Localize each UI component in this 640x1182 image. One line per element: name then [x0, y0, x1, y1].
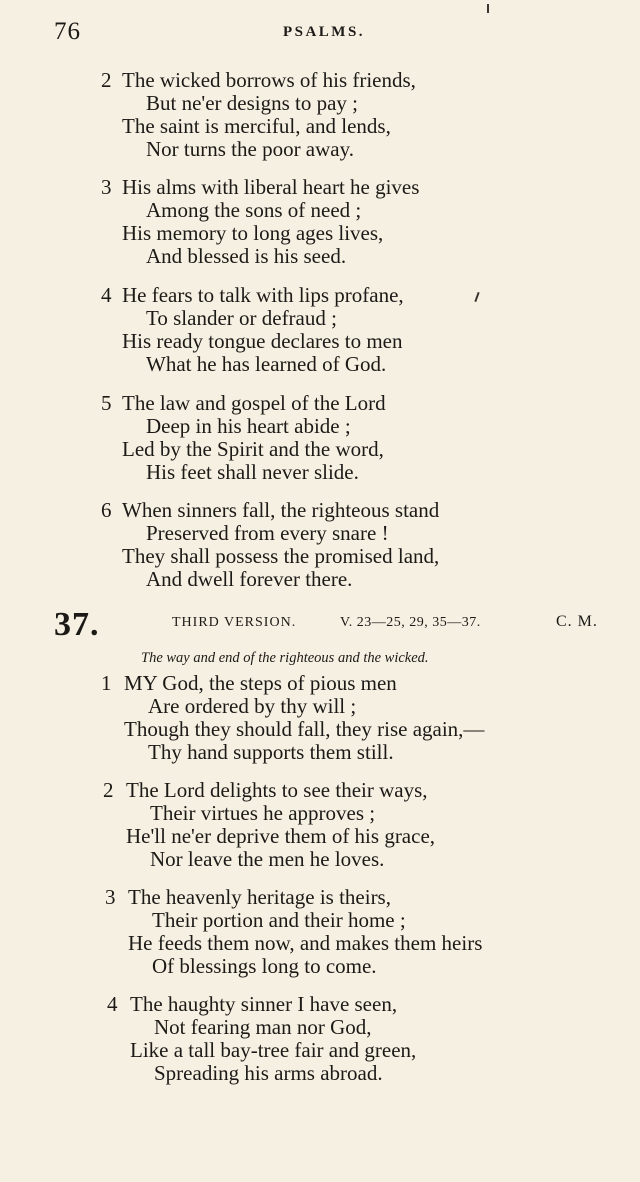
- stanza-number: 2: [103, 778, 114, 802]
- stanza-number: 5: [101, 391, 112, 415]
- verse-line: The haughty sinner I have seen,: [130, 992, 398, 1016]
- verse-line: Nor turns the poor away.: [146, 137, 355, 161]
- stanza-number: 2: [101, 68, 112, 92]
- verse-line: His memory to long ages lives,: [122, 221, 384, 245]
- verse-line: Deep in his heart abide ;: [146, 414, 351, 438]
- page-number: 76: [54, 18, 81, 45]
- verse-line: Thy hand supports them still.: [148, 740, 394, 764]
- verse-line: Their virtues he approves ;: [150, 801, 376, 825]
- verse-line: He fears to talk with lips profane,: [122, 283, 404, 307]
- verse-line: Preserved from every snare !: [146, 521, 389, 545]
- verse-line: Led by the Spirit and the word,: [122, 437, 384, 461]
- verse-line: The Lord delights to see their ways,: [126, 778, 428, 802]
- verse-line: Are ordered by thy will ;: [148, 694, 357, 718]
- verse-line: When sinners fall, the righteous stand: [122, 498, 440, 522]
- verse-line: But ne'er designs to pay ;: [146, 91, 358, 115]
- ink-speck: [474, 292, 479, 302]
- running-head: PSALMS.: [282, 24, 366, 40]
- verse-line: What he has learned of God.: [146, 352, 387, 376]
- verse-line: Their portion and their home ;: [152, 908, 406, 932]
- verse-line: He feeds them now, and makes them heirs: [128, 931, 483, 955]
- verse-line: And dwell forever there.: [146, 567, 353, 591]
- verse-line: Like a tall bay-tree fair and green,: [130, 1038, 417, 1062]
- stanza-number: 4: [101, 283, 112, 307]
- stanza-number: 6: [101, 498, 112, 522]
- verse-line: The law and gospel of the Lord: [122, 391, 386, 415]
- stanza-number: 3: [101, 175, 112, 199]
- verse-line: Spreading his arms abroad.: [154, 1061, 383, 1085]
- stanza-number: 1: [101, 671, 112, 695]
- psalm-version: THIRD VERSION.: [172, 615, 297, 630]
- verse-line: The heavenly heritage is theirs,: [128, 885, 391, 909]
- ink-speck: [487, 4, 489, 13]
- verse-line: They shall possess the promised land,: [122, 544, 440, 568]
- verse-line: Not fearing man nor God,: [154, 1015, 372, 1039]
- verse-line: His alms with liberal heart he gives: [122, 175, 420, 199]
- psalm-verses: V. 23—25, 29, 35—37.: [340, 615, 481, 630]
- verse-line: Among the sons of need ;: [146, 198, 362, 222]
- verse-line: The saint is merciful, and lends,: [122, 114, 391, 138]
- psalm-number: 37.: [54, 606, 100, 643]
- stanza-number: 3: [105, 885, 116, 909]
- psalm-meter: C. M.: [556, 613, 598, 630]
- verse-line: Of blessings long to come.: [152, 954, 377, 978]
- verse-line: His ready tongue declares to men: [122, 329, 403, 353]
- verse-line: To slander or defraud ;: [146, 306, 337, 330]
- verse-line: The wicked borrows of his friends,: [122, 68, 416, 92]
- verse-line: He'll ne'er deprive them of his grace,: [126, 824, 436, 848]
- verse-line: MY God, the steps of pious men: [124, 671, 397, 695]
- stanza-number: 4: [107, 992, 118, 1016]
- verse-line: His feet shall never slide.: [146, 460, 359, 484]
- verse-line: And blessed is his seed.: [146, 244, 347, 268]
- psalm-subtitle: The way and end of the righteous and the wicked.: [141, 650, 429, 666]
- verse-line: Nor leave the men he loves.: [150, 847, 385, 871]
- verse-line: Though they should fall, they rise again,—: [124, 717, 485, 741]
